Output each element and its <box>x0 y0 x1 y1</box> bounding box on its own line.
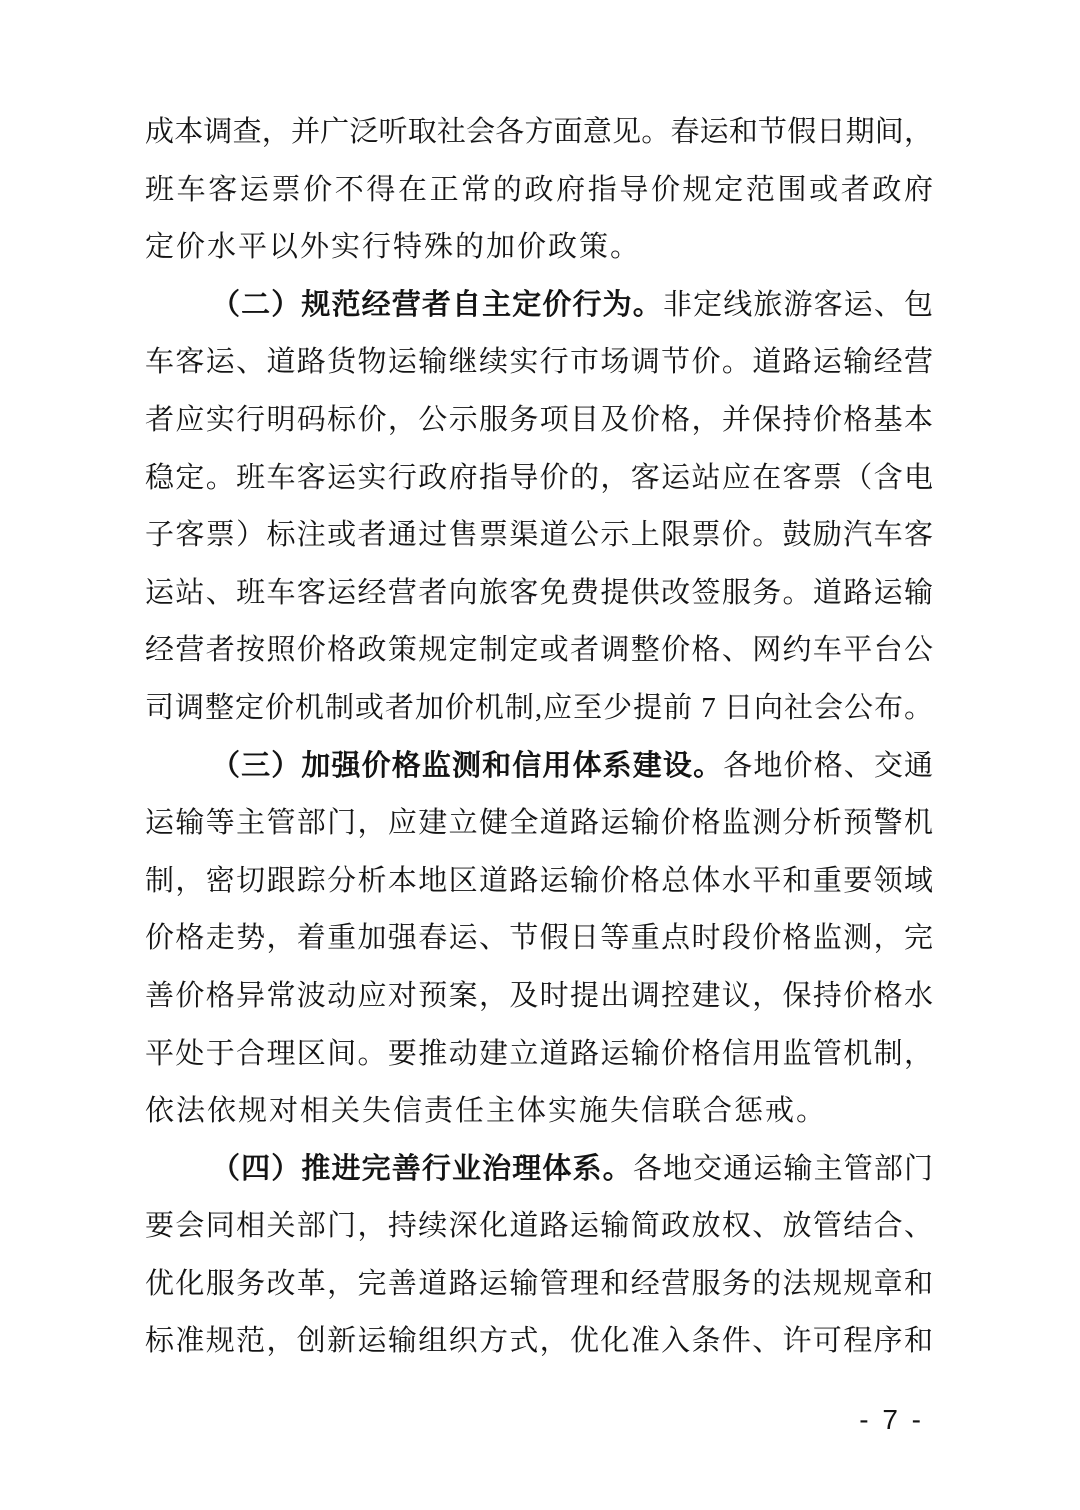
text-segment: 制，密切跟踪分析本地区道路运输价格总体水平和重要领域 <box>145 864 933 897</box>
text-line <box>145 1313 933 1371</box>
text-segment: 成本调查，并广泛听取社会各方面意见。春运和节假日期间， <box>145 116 933 148</box>
text-segment: 司调整定价机制或者加价机制,应至少提前 7 日向社会公布。 <box>145 691 933 724</box>
section-heading-segment: （四）推进完善行业治理体系。 <box>211 1152 633 1185</box>
text-segment: 非定线旅游客运、包 <box>662 288 933 321</box>
text-line <box>145 910 933 968</box>
text-line <box>145 853 933 911</box>
text-segment: 定价水平以外实行特殊的加价政策。 <box>145 231 642 264</box>
text-segment: 平处于合理区间。要推动建立道路运输价格信用监管机制， <box>145 1037 933 1070</box>
text-line <box>145 1198 933 1256</box>
text-line <box>145 622 933 680</box>
text-segment: 标准规范，创新运输组织方式，优化准入条件、许可程序和 <box>145 1325 933 1358</box>
text-segment: 车客运、道路货物运输继续实行市场调节价。道路运输经营 <box>145 346 933 379</box>
text-line <box>145 277 933 335</box>
page-body <box>145 104 933 1371</box>
text-line <box>145 1141 933 1199</box>
text-line <box>145 507 933 565</box>
text-line <box>145 738 933 796</box>
text-line <box>145 334 933 392</box>
text-line <box>145 968 933 1026</box>
text-segment: 价格走势，着重加强春运、节假日等重点时段价格监测，完 <box>145 922 933 955</box>
text-segment: 依法依规对相关失信责任主体实施失信联合惩戒。 <box>145 1095 828 1128</box>
text-segment: 运输等主管部门，应建立健全道路运输价格监测分析预警机 <box>145 807 933 840</box>
text-line <box>145 1026 933 1084</box>
text-segment: 经营者按照价格政策规定制定或者调整价格、网约车平台公 <box>145 634 933 667</box>
text-segment: 要会同相关部门，持续深化道路运输简政放权、放管结合、 <box>145 1210 933 1243</box>
text-segment: 稳定。班车客运实行政府指导价的，客运站应在客票（含电 <box>145 461 933 494</box>
text-segment: 者应实行明码标价，公示服务项目及价格，并保持价格基本 <box>145 403 933 436</box>
text-line <box>145 1256 933 1314</box>
section-heading-segment: （二）规范经营者自主定价行为。 <box>211 288 663 321</box>
text-line <box>145 104 933 162</box>
text-line <box>145 680 933 738</box>
text-line <box>145 162 933 220</box>
text-line <box>145 565 933 623</box>
text-segment: 子客票）标注或者通过售票渠道公示上限票价。鼓励汽车客 <box>145 519 933 552</box>
text-segment: 各地价格、交通 <box>723 749 933 782</box>
text-segment: 各地交通运输主管部门 <box>632 1152 933 1185</box>
text-segment: 优化服务改革，完善道路运输管理和经营服务的法规规章和 <box>145 1267 933 1300</box>
text-line <box>145 1083 933 1141</box>
text-segment: 班车客运票价不得在正常的政府指导价规定范围或者政府 <box>145 173 933 206</box>
text-line <box>145 392 933 450</box>
text-line <box>145 450 933 508</box>
text-segment: 善价格异常波动应对预案，及时提出调控建议，保持价格水 <box>145 979 933 1012</box>
text-line <box>145 219 933 277</box>
text-line <box>145 795 933 853</box>
section-heading-segment: （三）加强价格监测和信用体系建设。 <box>211 749 724 782</box>
text-segment: 运站、班车客运经营者向旅客免费提供改签服务。道路运输 <box>145 576 933 609</box>
page-number: - 7 - <box>859 1404 924 1435</box>
